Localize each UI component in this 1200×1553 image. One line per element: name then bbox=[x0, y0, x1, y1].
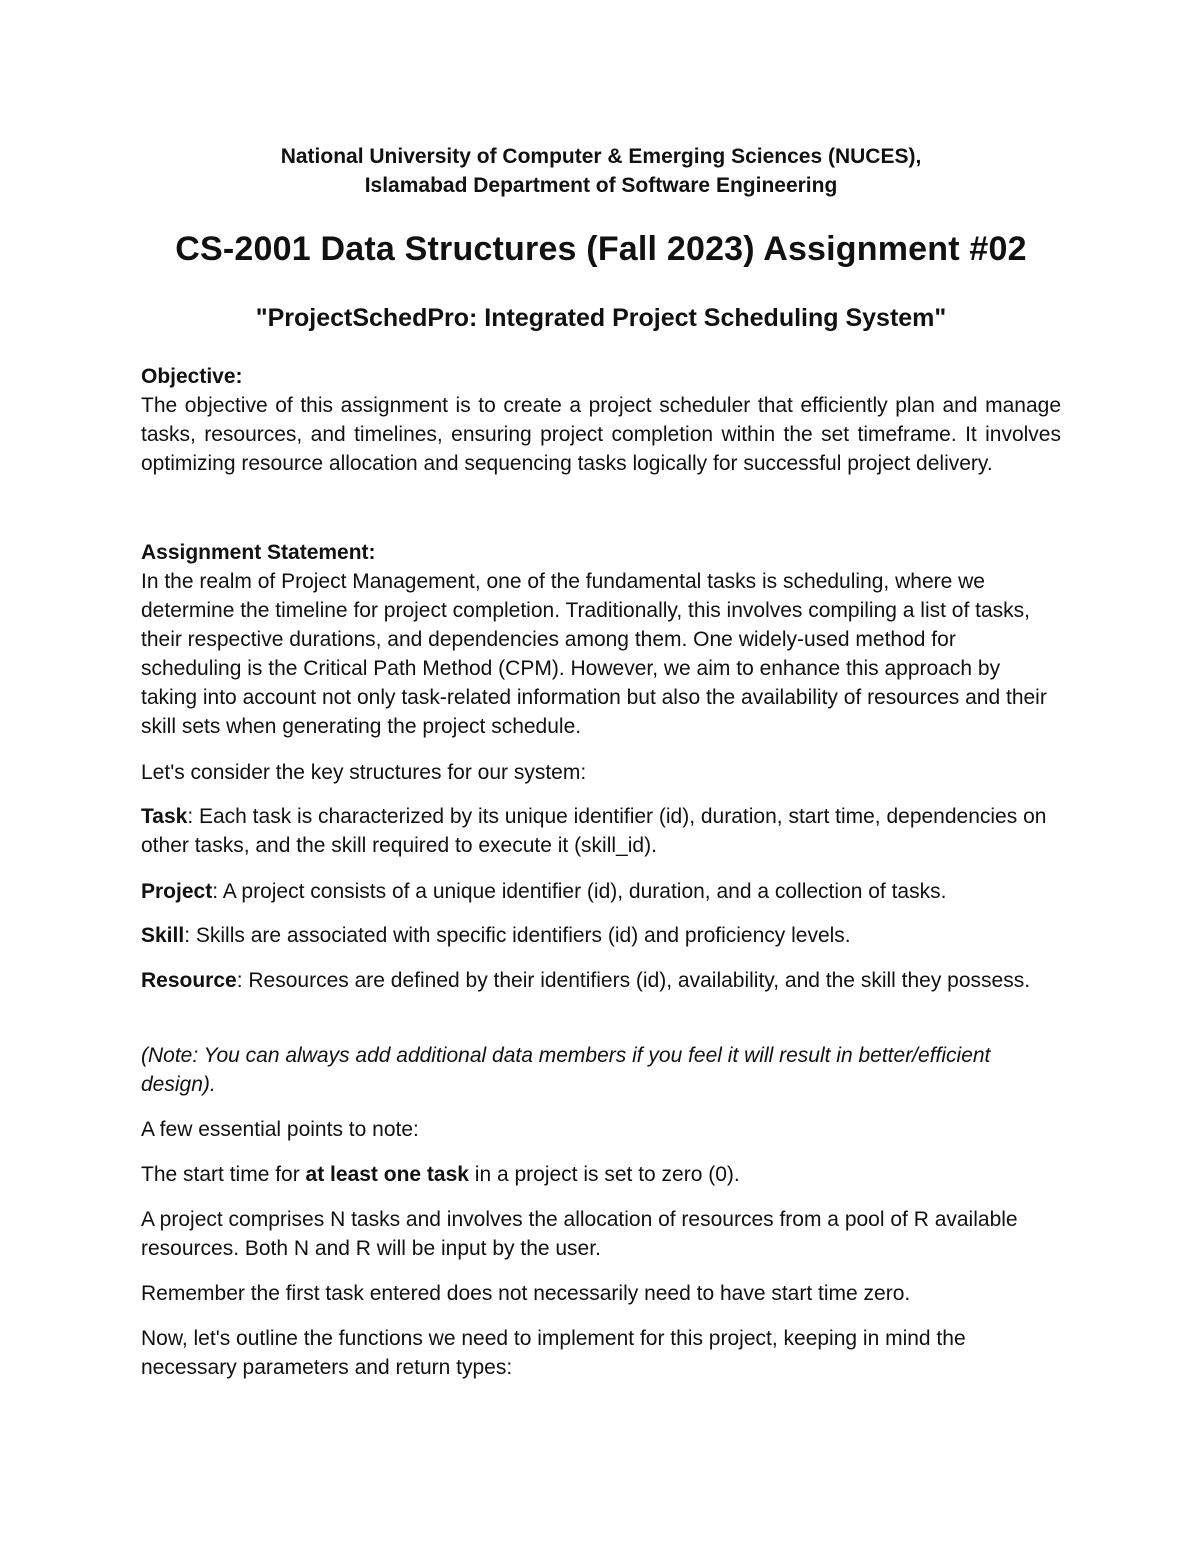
task-structure bbox=[141, 802, 1061, 860]
objective-heading: Objective: bbox=[141, 365, 243, 388]
assignment-statement-text: In the realm of Project Management, one of the fundamental tasks is scheduling, where we determine the timeline for project completion. Traditionally, this involves compiling a list of tasks, their respective durations, and dependencies among them. One widely-used method for scheduling is the Critical Path Method (CPM). However, we aim to enhance this approach by taking into account not only task-related information but also the availability of resources and their skill sets when generating the project schedule. bbox=[141, 570, 1047, 738]
point-start-time-before: The start time for bbox=[141, 1163, 306, 1186]
objective-text: The objective of this assignment is to create a project scheduler that efficiently plan and manage tasks, resources, and timelines, ensuring project completion within the set timeframe. It involves optimizing resource allocation and sequencing tasks logically for successful project delivery. bbox=[141, 394, 1061, 475]
objective-section bbox=[141, 362, 1061, 478]
task-label: Task bbox=[141, 805, 188, 828]
project-structure bbox=[141, 877, 1061, 906]
points-intro: A few essential points to note: bbox=[141, 1118, 419, 1141]
skill-description: : Skills are associated with specific identifiers (id) and proficiency levels. bbox=[184, 924, 851, 947]
point-start-time bbox=[141, 1160, 1061, 1189]
point-start-time-bold: at least one task bbox=[305, 1163, 469, 1186]
project-description: : A project consists of a unique identifier (id), duration, and a collection of tasks. bbox=[212, 880, 947, 903]
assignment-statement-section bbox=[141, 538, 1061, 741]
resource-description: : Resources are defined by their identifiers (id), availability, and the skill they possess. bbox=[236, 969, 1031, 992]
assignment-title: CS-2001 Data Structures (Fall 2023) Assignment #02 bbox=[175, 230, 1027, 268]
project-subtitle: "ProjectSchedPro: Integrated Project Scheduling System" bbox=[255, 304, 947, 332]
assignment-statement-heading: Assignment Statement: bbox=[141, 541, 376, 564]
skill-structure bbox=[141, 921, 1061, 950]
point-tasks-resources: A project comprises N tasks and involves the allocation of resources from a pool of R available resources. Both N and R will be input by the user. bbox=[141, 1208, 1018, 1260]
functions-outline: Now, let's outline the functions we need to implement for this project, keeping in mind the necessary parameters and return types: bbox=[141, 1327, 966, 1379]
department-name: Islamabad Department of Software Engineering bbox=[364, 174, 838, 197]
key-structures-intro: Let's consider the key structures for our system: bbox=[141, 761, 587, 784]
skill-label: Skill bbox=[141, 924, 185, 947]
project-label: Project bbox=[141, 880, 213, 903]
point-start-time-after: in a project is set to zero (0). bbox=[468, 1163, 740, 1186]
design-note: (Note: You can always add additional data members if you feel it will result in better/efficient design). bbox=[141, 1044, 991, 1096]
task-description: : Each task is characterized by its unique identifier (id), duration, start time, dependencies on other tasks, and the skill required to execute it (skill_id). bbox=[141, 805, 1047, 857]
university-header bbox=[141, 142, 1061, 200]
resource-label: Resource bbox=[141, 969, 237, 992]
university-name: National University of Computer & Emerging Sciences (NUCES), bbox=[280, 145, 922, 168]
point-first-task: Remember the first task entered does not necessarily need to have start time zero. bbox=[141, 1282, 911, 1305]
resource-structure bbox=[141, 966, 1061, 995]
